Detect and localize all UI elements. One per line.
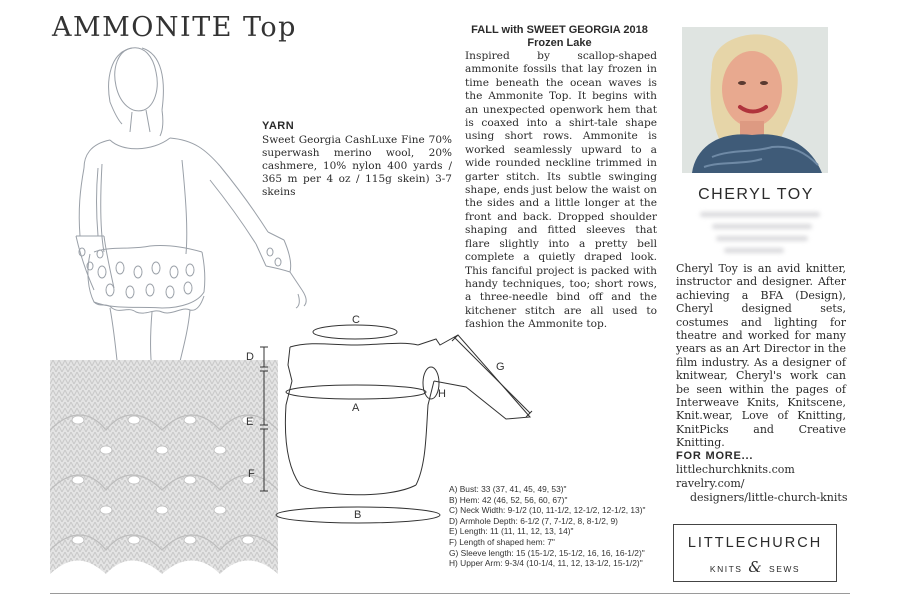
logo-wordmark: LITTLECHURCH — [687, 535, 823, 551]
redacted-contact — [724, 248, 784, 253]
redacted-contact — [716, 236, 808, 241]
redacted-contact — [712, 224, 812, 229]
label-f: F — [248, 468, 255, 480]
yarn-heading: YARN — [262, 120, 295, 132]
measurement-item: F) Length of shaped hem: 7" — [449, 536, 555, 547]
ravelry-link[interactable]: ravelry.com/ — [676, 477, 745, 490]
label-e: E — [246, 416, 254, 428]
collection-name: FALL with SWEET GEORGIA 2018 — [471, 24, 648, 36]
pattern-description: Inspired by scallop-shaped ammonite fossils that lay frozen in time beneath the ocean waves is the Ammonite Top. It begins with an unexpected openwork hem that is coaxed into a shirt-tale shape using short rows. Ammonite is worked seamlessly upward to a wide rounded neckline trimmed in garter stitch. Its subtle swinging shape, ends just below the waist on the sides and a little longer at the front and back. Dropped shoulder shaping and fitted sleeves that flare slightly into a pretty bell complete a quietly draped look. This fanciful project is packed with handy techniques, too; short rows, a three-needle bind off and the kitchener stitch are all used to fashion the Ammonite top. — [465, 50, 657, 331]
measurement-list — [449, 484, 674, 569]
measurement-item: H) Upper Arm: 9-3/4 (10-1/4, 11, 12, 13-1/2, 15-1/2)" — [449, 558, 643, 569]
label-b: B — [354, 509, 362, 521]
designer-bio: Cheryl Toy is an avid knitter, instructor and designer. After achieving a BFA (Design), Cheryl designed sets, costumes and lighting for theatre and worked for many years as an Art Director in the film industry. As a designer of knitwear, Cheryl's work can be seen within the pages of Interweave Knits, Knitscene, Knit.wear, Love of Knitting, KnitPicks and Creative Knitting. — [676, 262, 846, 450]
logo-ampersand: & — [748, 558, 764, 576]
measurement-item: E) Length: 11 (11, 11, 12, 13, 14)" — [449, 526, 574, 537]
yarn-description: Sweet Georgia CashLuxe Fine 70% superwash merino wool, 20% cashmere, 10% nylon 400 yards / 365 m per 4 oz / 115g skein) 3-7 skeins — [262, 134, 452, 198]
ravelry-link-path[interactable]: designers/little-church-knits — [690, 491, 848, 504]
measurement-item: C) Neck Width: 9-1/2 (10, 11-1/2, 12-1/2, 12-1/2, 13)" — [449, 505, 646, 516]
portrait-image — [682, 27, 828, 173]
pattern-title: AMMONITE Top — [52, 12, 297, 43]
label-a: A — [352, 402, 360, 414]
collection-heading — [462, 24, 657, 50]
designer-photo — [682, 27, 828, 173]
label-d: D — [246, 351, 254, 363]
collection-subtitle: Frozen Lake — [527, 37, 592, 49]
logo-tagline — [674, 558, 836, 576]
label-c: C — [352, 314, 360, 326]
littlechurch-logo — [673, 524, 837, 582]
logo-knits: KNITS — [709, 564, 743, 574]
measurement-item: A) Bust: 33 (37, 41, 45, 49, 53)" — [449, 484, 567, 494]
logo-sews: SEWS — [769, 564, 801, 574]
designer-name: CHERYL TOY — [698, 186, 814, 203]
label-h: H — [438, 388, 446, 400]
measurement-item: B) Hem: 42 (46, 52, 56, 60, 67)" — [449, 494, 568, 505]
bottom-divider — [50, 593, 850, 594]
for-more-heading: FOR MORE... — [676, 450, 754, 462]
redacted-contact — [700, 212, 820, 217]
measurement-item: D) Armhole Depth: 6-1/2 (7, 7-1/2, 8, 8-1/2, 9) — [449, 515, 618, 526]
measurement-item: G) Sleeve length: 15 (15-1/2, 15-1/2, 16, 16, 16-1/2)" — [449, 547, 645, 558]
label-g: G — [496, 361, 505, 373]
website-link[interactable]: littlechurchknits.com — [676, 463, 795, 476]
